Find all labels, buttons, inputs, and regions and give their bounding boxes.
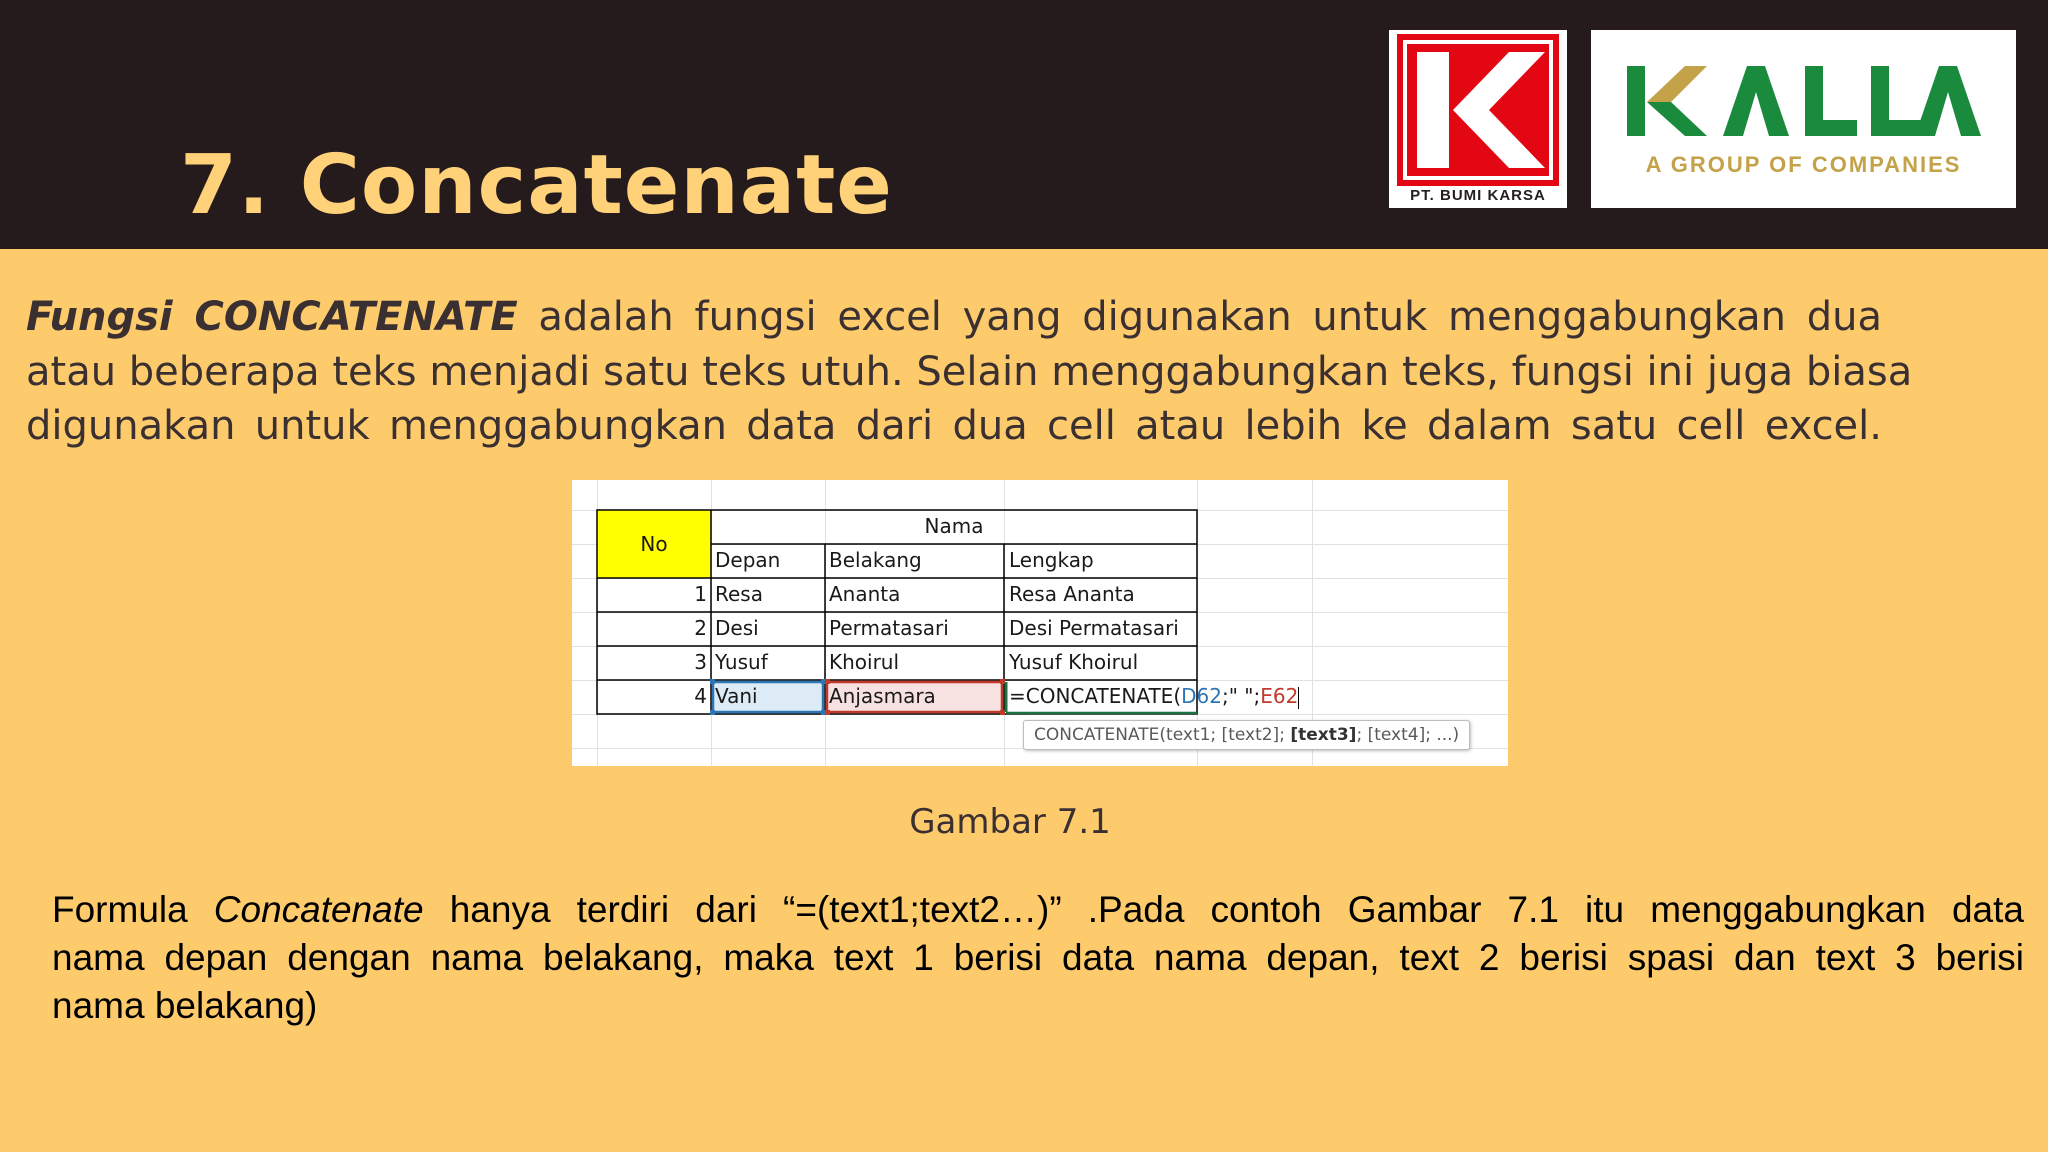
row-belakang: Khoirul bbox=[829, 650, 900, 674]
text-cursor bbox=[1298, 687, 1299, 709]
desc-line-3: nama belakang) bbox=[52, 985, 318, 1026]
intro-line-1: adalah fungsi excel yang digunakan untuk menggabungkan dua bbox=[517, 294, 1883, 340]
row-depan: Desi bbox=[715, 616, 759, 640]
row-no: 4 bbox=[694, 684, 707, 708]
kalla-logo bbox=[1591, 30, 2016, 208]
subheader-depan: Depan bbox=[715, 548, 781, 572]
slide-title: 7. Concatenate bbox=[180, 138, 893, 233]
header-bar bbox=[0, 0, 2048, 249]
row-depan: Yusuf bbox=[715, 650, 768, 674]
desc-line-2: nama depan dengan nama belakang, maka text 1 berisi data nama depan, text 2 berisi spasi dan text 3 berisi bbox=[52, 937, 2024, 978]
row-belakang: Ananta bbox=[829, 582, 901, 606]
description-paragraph bbox=[52, 886, 2024, 1030]
row-belakang: Anjasmara bbox=[829, 684, 936, 708]
intro-bold-term: Fungsi CONCATENATE bbox=[26, 294, 518, 340]
row-lengkap: Desi Permatasari bbox=[1009, 616, 1179, 640]
formula-ref-e62: E62 bbox=[1260, 684, 1299, 708]
desc-line-1a: Formula bbox=[52, 889, 214, 930]
row-no: 1 bbox=[694, 582, 707, 606]
formula-prefix: =CONCATENATE( bbox=[1009, 684, 1182, 708]
tooltip-suffix: ; [text4]; ...) bbox=[1356, 725, 1460, 745]
function-tooltip bbox=[1023, 720, 1470, 750]
intro-paragraph bbox=[26, 290, 1913, 454]
formula-cell[interactable] bbox=[1009, 680, 1299, 713]
intro-line-2: atau beberapa teks menjadi satu teks utuh. Selain menggabungkan teks, fungsi ini juga biasa bbox=[26, 348, 1913, 395]
row-no: 3 bbox=[694, 650, 707, 674]
formula-ref-d62: D62 bbox=[1181, 684, 1222, 708]
subheader-lengkap: Lengkap bbox=[1009, 548, 1094, 572]
spreadsheet-screenshot bbox=[572, 480, 1508, 766]
kalla-subtitle: A GROUP OF COMPANIES bbox=[1645, 152, 1962, 177]
intro-line-3: digunakan untuk menggabungkan data dari dua cell atau lebih ke dalam satu cell excel. bbox=[26, 403, 1882, 449]
subheader-belakang: Belakang bbox=[829, 548, 922, 572]
tooltip-prefix: CONCATENATE(text1; [text2]; bbox=[1034, 725, 1291, 745]
row-lengkap: Resa Ananta bbox=[1009, 582, 1135, 606]
desc-italic-term: Concatenate bbox=[213, 889, 424, 930]
kalla-wordmark-icon bbox=[1627, 62, 1982, 140]
row-belakang: Permatasari bbox=[829, 616, 949, 640]
bumi-karsa-caption: PT. BUMI KARSA bbox=[1410, 187, 1546, 204]
row-depan: Vani bbox=[715, 684, 758, 708]
bumi-karsa-mark-icon bbox=[1397, 34, 1559, 186]
figure-caption: Gambar 7.1 bbox=[909, 802, 1111, 842]
row-no: 2 bbox=[694, 616, 707, 640]
formula-middle: ;" "; bbox=[1221, 684, 1261, 708]
row-depan: Resa bbox=[715, 582, 763, 606]
row-lengkap: Yusuf Khoirul bbox=[1009, 650, 1139, 674]
header-no: No bbox=[640, 532, 668, 556]
desc-line-1b: hanya terdiri dari “=(text1;text2…)” .Pada contoh Gambar 7.1 itu menggabungkan data bbox=[423, 889, 2024, 930]
tooltip-active-arg: [text3] bbox=[1290, 725, 1357, 745]
header-nama: Nama bbox=[924, 514, 984, 538]
bumi-karsa-logo bbox=[1389, 30, 1567, 208]
